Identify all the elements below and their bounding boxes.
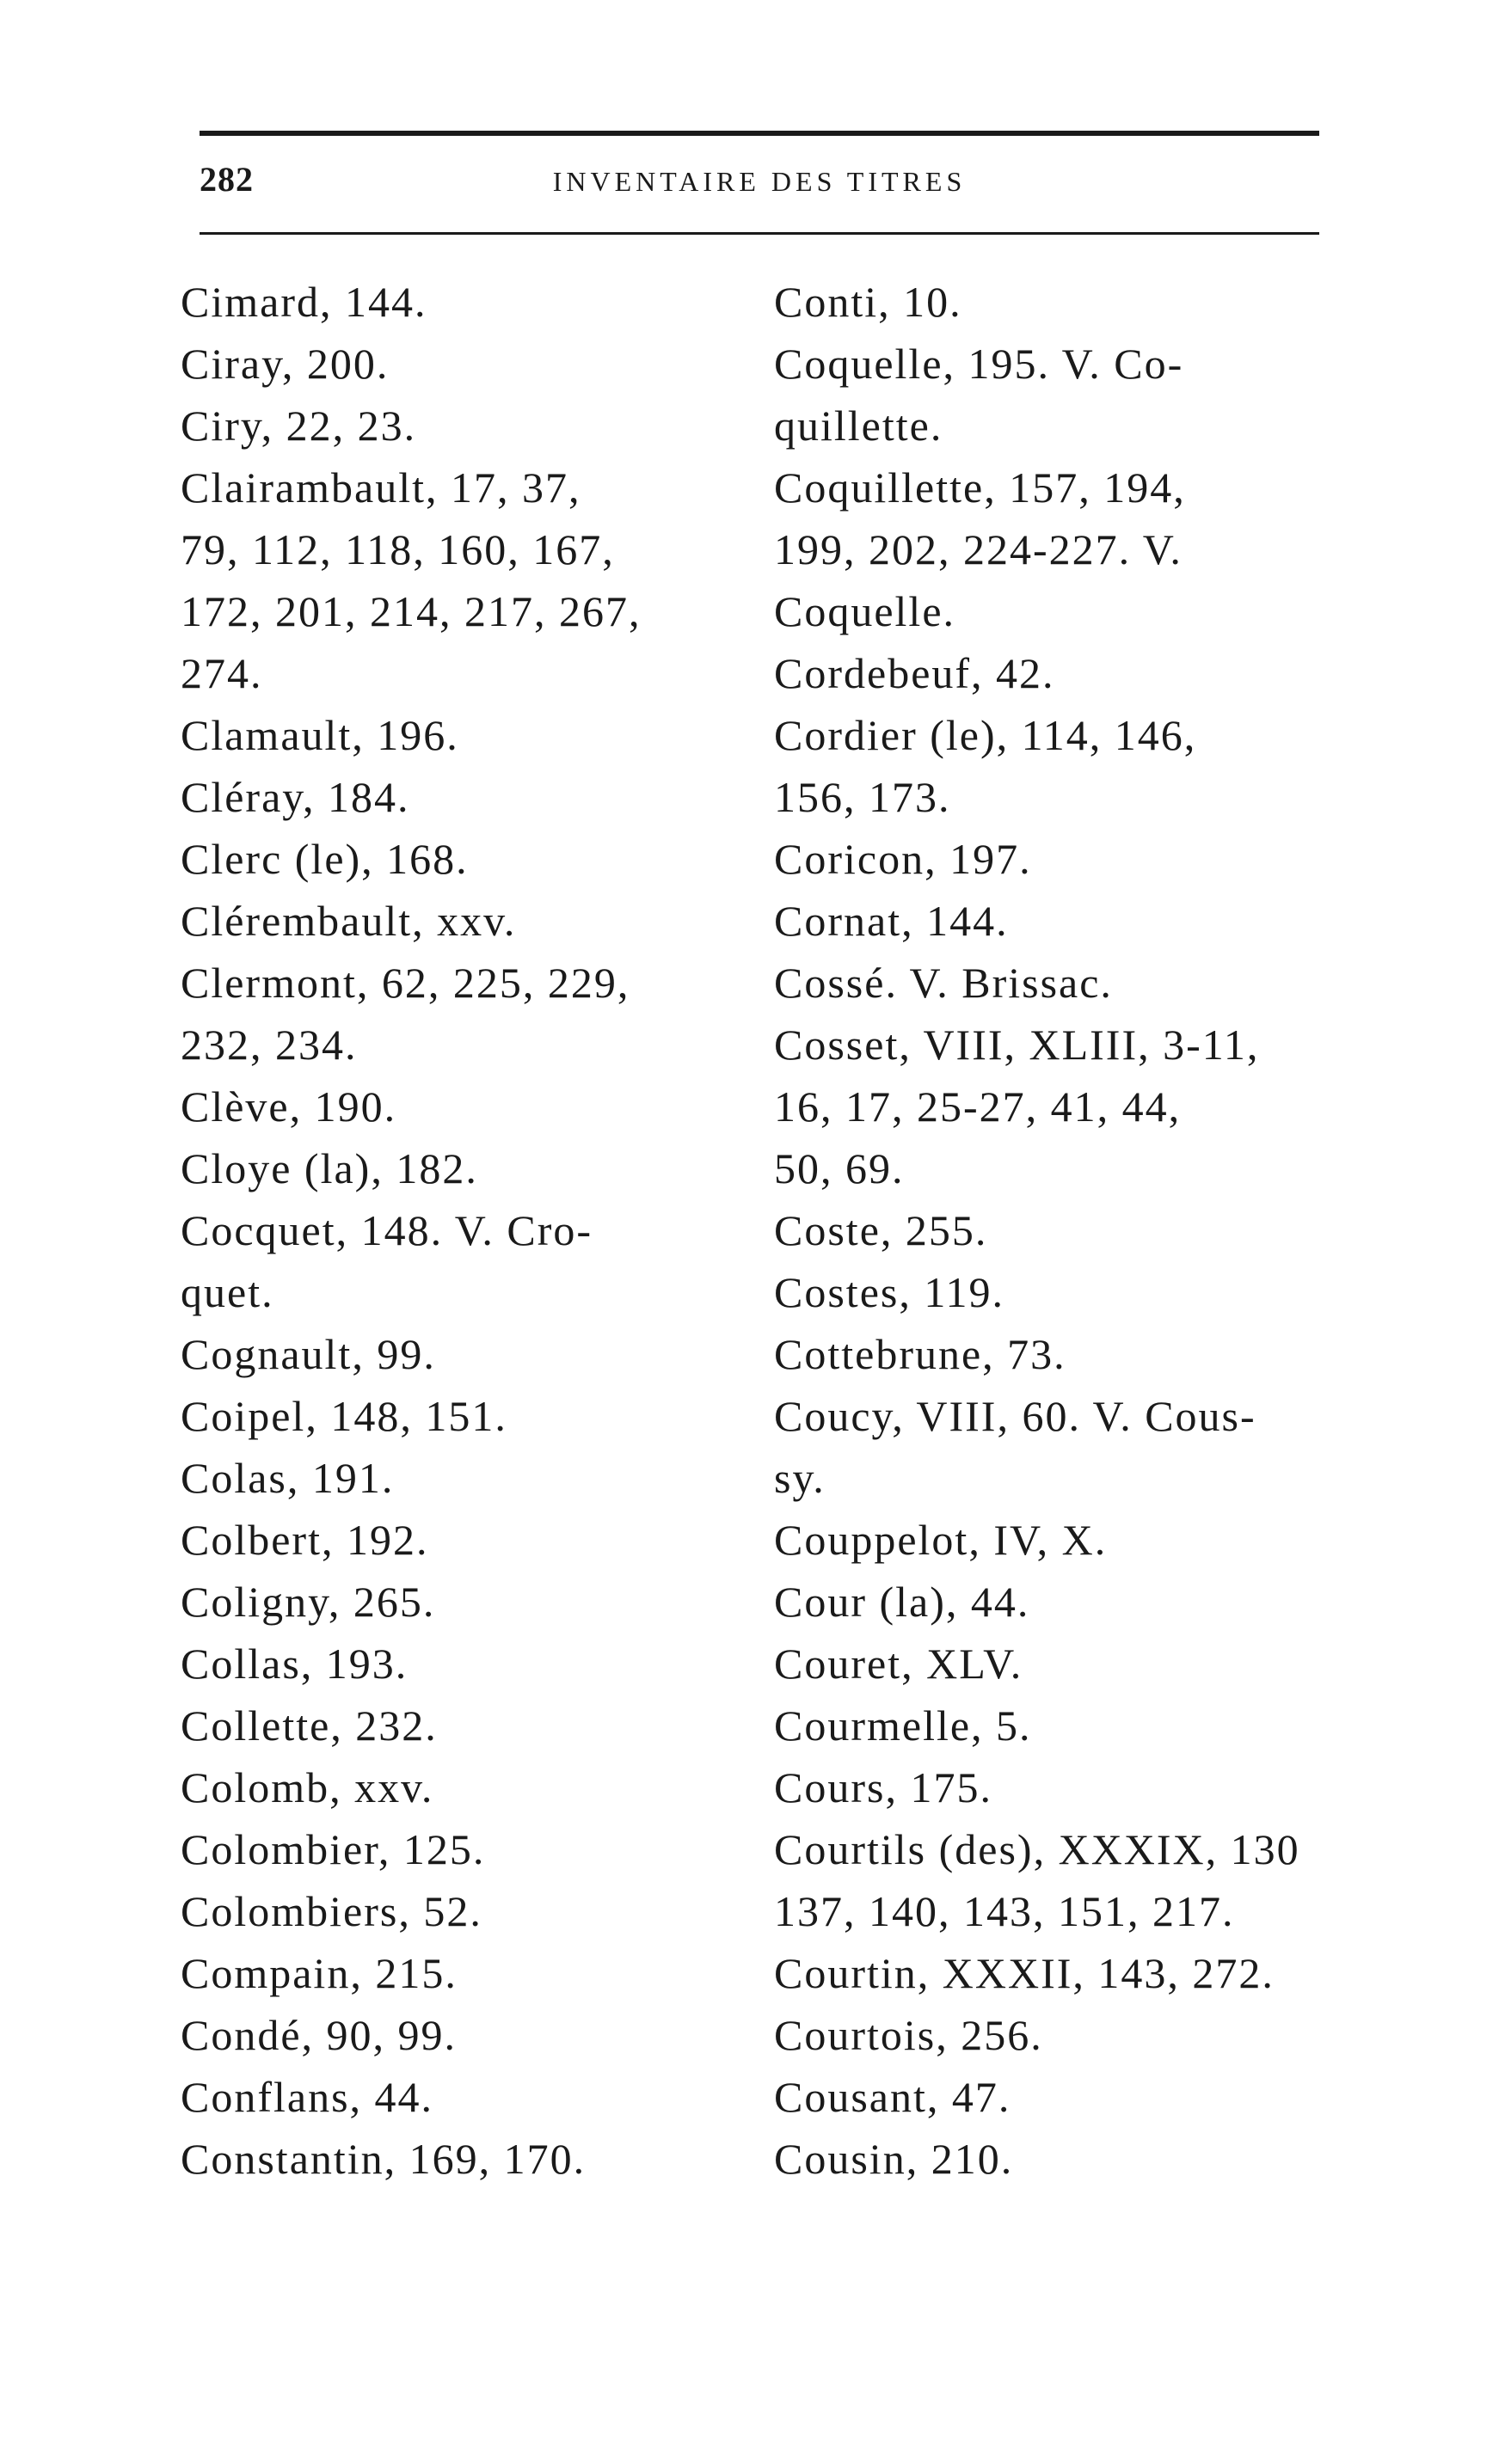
index-entry: [181, 1695, 748, 1756]
index-entry-line: Collas, 193.: [181, 1640, 409, 1688]
index-entry-line: Cornat, 144.: [774, 897, 1009, 945]
header-top-rule: [200, 131, 1319, 136]
index-entry: [774, 1385, 1342, 1509]
index-entry: [774, 704, 1342, 828]
index-entry-line: Colomb, xxv.: [181, 1763, 434, 1811]
index-entry: [774, 2128, 1342, 2190]
index-entry: [774, 1756, 1342, 1818]
index-entry-line: Cottebrune, 73.: [774, 1330, 1066, 1378]
index-entry: [774, 828, 1342, 890]
index-entry-line: Clerc (le), 168.: [181, 835, 469, 883]
index-entry: [181, 1323, 748, 1385]
index-entry-line: Cléray, 184.: [181, 773, 410, 821]
index-entry: [774, 1633, 1342, 1695]
page-header: [200, 159, 1319, 211]
index-entry-line: 79, 112, 118, 160, 167,: [181, 525, 615, 573]
index-entry-line: Cosset, VIII, XLIII, 3-11,: [774, 1021, 1260, 1069]
index-entry-line: Colbert, 192.: [181, 1516, 429, 1564]
index-entry: [181, 890, 748, 952]
index-entry: [181, 457, 748, 704]
index-entry-line: Collette, 232.: [181, 1701, 438, 1750]
index-entry: [181, 952, 748, 1076]
index-entry-line: Courtois, 256.: [774, 2011, 1043, 2059]
index-entry-line: Cossé. V. Brissac.: [774, 959, 1113, 1007]
index-entry: [181, 1385, 748, 1447]
index-entry: [774, 1942, 1342, 2004]
index-entry-line: 274.: [181, 649, 263, 697]
index-entry-line: Clermont, 62, 225, 229,: [181, 959, 630, 1007]
index-entry-line: Cordier (le), 114, 146,: [774, 711, 1197, 759]
index-entry: [774, 1323, 1342, 1385]
index-entry-line: Coucy, VIII, 60. V. Cous-: [774, 1392, 1256, 1440]
index-entry: [181, 333, 748, 395]
index-entry-line: Compain, 215.: [181, 1949, 458, 1997]
index-entry-line: Couret, XLV.: [774, 1640, 1023, 1688]
index-entry: [181, 1880, 748, 1942]
index-entry-line: Ciray, 200.: [181, 340, 390, 388]
index-entry: [774, 2004, 1342, 2066]
index-entry: [774, 2066, 1342, 2128]
index-entry: [774, 333, 1342, 457]
index-entry: [181, 271, 748, 333]
index-entry-line: Coligny, 265.: [181, 1578, 436, 1626]
index-entry-line: 50, 69.: [774, 1144, 905, 1192]
index-entry-line: 232, 234.: [181, 1021, 358, 1069]
index-entry-line: sy.: [774, 1454, 826, 1502]
index-entry-line: Coipel, 148, 151.: [181, 1392, 507, 1440]
index-entry: [181, 828, 748, 890]
index-entry-line: Couppelot, IV, X.: [774, 1516, 1108, 1564]
index-entry-line: Conflans, 44.: [181, 2073, 434, 2121]
index-entry-line: Coquillette, 157, 194,: [774, 463, 1186, 512]
index-entry-line: Clérembault, xxv.: [181, 897, 517, 945]
index-entry-line: Condé, 90, 99.: [181, 2011, 458, 2059]
index-entry: [181, 1633, 748, 1695]
index-entry-line: Constantin, 169, 170.: [181, 2135, 587, 2183]
index-entry: [774, 1014, 1342, 1199]
index-entry: [181, 2066, 748, 2128]
index-entry-line: Courtin, XXXII, 143, 272.: [774, 1949, 1275, 1997]
index-entry: [774, 1818, 1342, 1942]
index-entry-line: Cours, 175.: [774, 1763, 992, 1811]
index-entry: [774, 890, 1342, 952]
index-entry: [181, 1447, 748, 1509]
index-entry-line: Coste, 255.: [774, 1206, 988, 1254]
index-entry-line: Clairambault, 17, 37,: [181, 463, 581, 512]
index-entry-line: Coquelle.: [774, 587, 956, 635]
index-entry-line: 156, 173.: [774, 773, 951, 821]
index-entry: [181, 1509, 748, 1571]
index-entry-line: Cognault, 99.: [181, 1330, 436, 1378]
index-entry-line: 16, 17, 25-27, 41, 44,: [774, 1082, 1182, 1131]
index-entry-line: Courtils (des), XXXIX, 130: [774, 1825, 1300, 1873]
index-entry: [774, 1261, 1342, 1323]
index-entry-line: quillette.: [774, 401, 943, 450]
index-entry-line: Cordebeuf, 42.: [774, 649, 1055, 697]
index-entry: [774, 952, 1342, 1014]
index-entry: [774, 642, 1342, 704]
index-entry: [181, 704, 748, 766]
index-entry-line: Colombiers, 52.: [181, 1887, 482, 1935]
index-entry-line: Conti, 10.: [774, 278, 962, 326]
index-entry-line: Costes, 119.: [774, 1268, 1004, 1316]
index-entry: [181, 1199, 748, 1323]
index-column-right: [774, 271, 1342, 2190]
index-entry-line: Cloye (la), 182.: [181, 1144, 478, 1192]
index-entry-line: 199, 202, 224-227. V.: [774, 525, 1183, 573]
index-entry: [774, 1509, 1342, 1571]
index-entry: [181, 2128, 748, 2190]
index-entry: [181, 1818, 748, 1880]
index-entry-line: 137, 140, 143, 151, 217.: [774, 1887, 1235, 1935]
index-entry: [181, 1942, 748, 2004]
page-number: 282: [200, 160, 254, 199]
index-entry-line: Coricon, 197.: [774, 835, 1032, 883]
index-entry-line: Cocquet, 148. V. Cro-: [181, 1206, 593, 1254]
index-entry: [774, 457, 1342, 642]
index-entry: [181, 2004, 748, 2066]
index-entry-line: Clamault, 196.: [181, 711, 459, 759]
index-entry: [181, 1571, 748, 1633]
index-entry: [181, 1756, 748, 1818]
index-entry-line: Cimard, 144.: [181, 278, 427, 326]
index-entry-line: Cousant, 47.: [774, 2073, 1011, 2121]
index-entry-line: Cour (la), 44.: [774, 1578, 1030, 1626]
index-entry: [181, 1137, 748, 1199]
index-entry-line: Ciry, 22, 23.: [181, 401, 417, 450]
index-entry-line: Cousin, 210.: [774, 2135, 1014, 2183]
index-entry-line: Clève, 190.: [181, 1082, 397, 1131]
index-entry-line: 172, 201, 214, 217, 267,: [181, 587, 642, 635]
index-entry-line: Courmelle, 5.: [774, 1701, 1032, 1750]
index-entry-line: Coquelle, 195. V. Co-: [774, 340, 1184, 388]
index-entry-line: quet.: [181, 1268, 274, 1316]
running-title: INVENTAIRE DES TITRES: [552, 166, 967, 197]
index-entry: [774, 1571, 1342, 1633]
index-entry: [774, 1199, 1342, 1261]
header-bottom-rule: [200, 232, 1319, 235]
index-entry: [181, 1076, 748, 1137]
index-entry: [774, 271, 1342, 333]
index-entry-line: Colas, 191.: [181, 1454, 395, 1502]
index-entry: [181, 395, 748, 457]
index-entry: [181, 766, 748, 828]
index-entry-line: Colombier, 125.: [181, 1825, 486, 1873]
index-entry: [774, 1695, 1342, 1756]
index-column-left: [181, 271, 748, 2190]
